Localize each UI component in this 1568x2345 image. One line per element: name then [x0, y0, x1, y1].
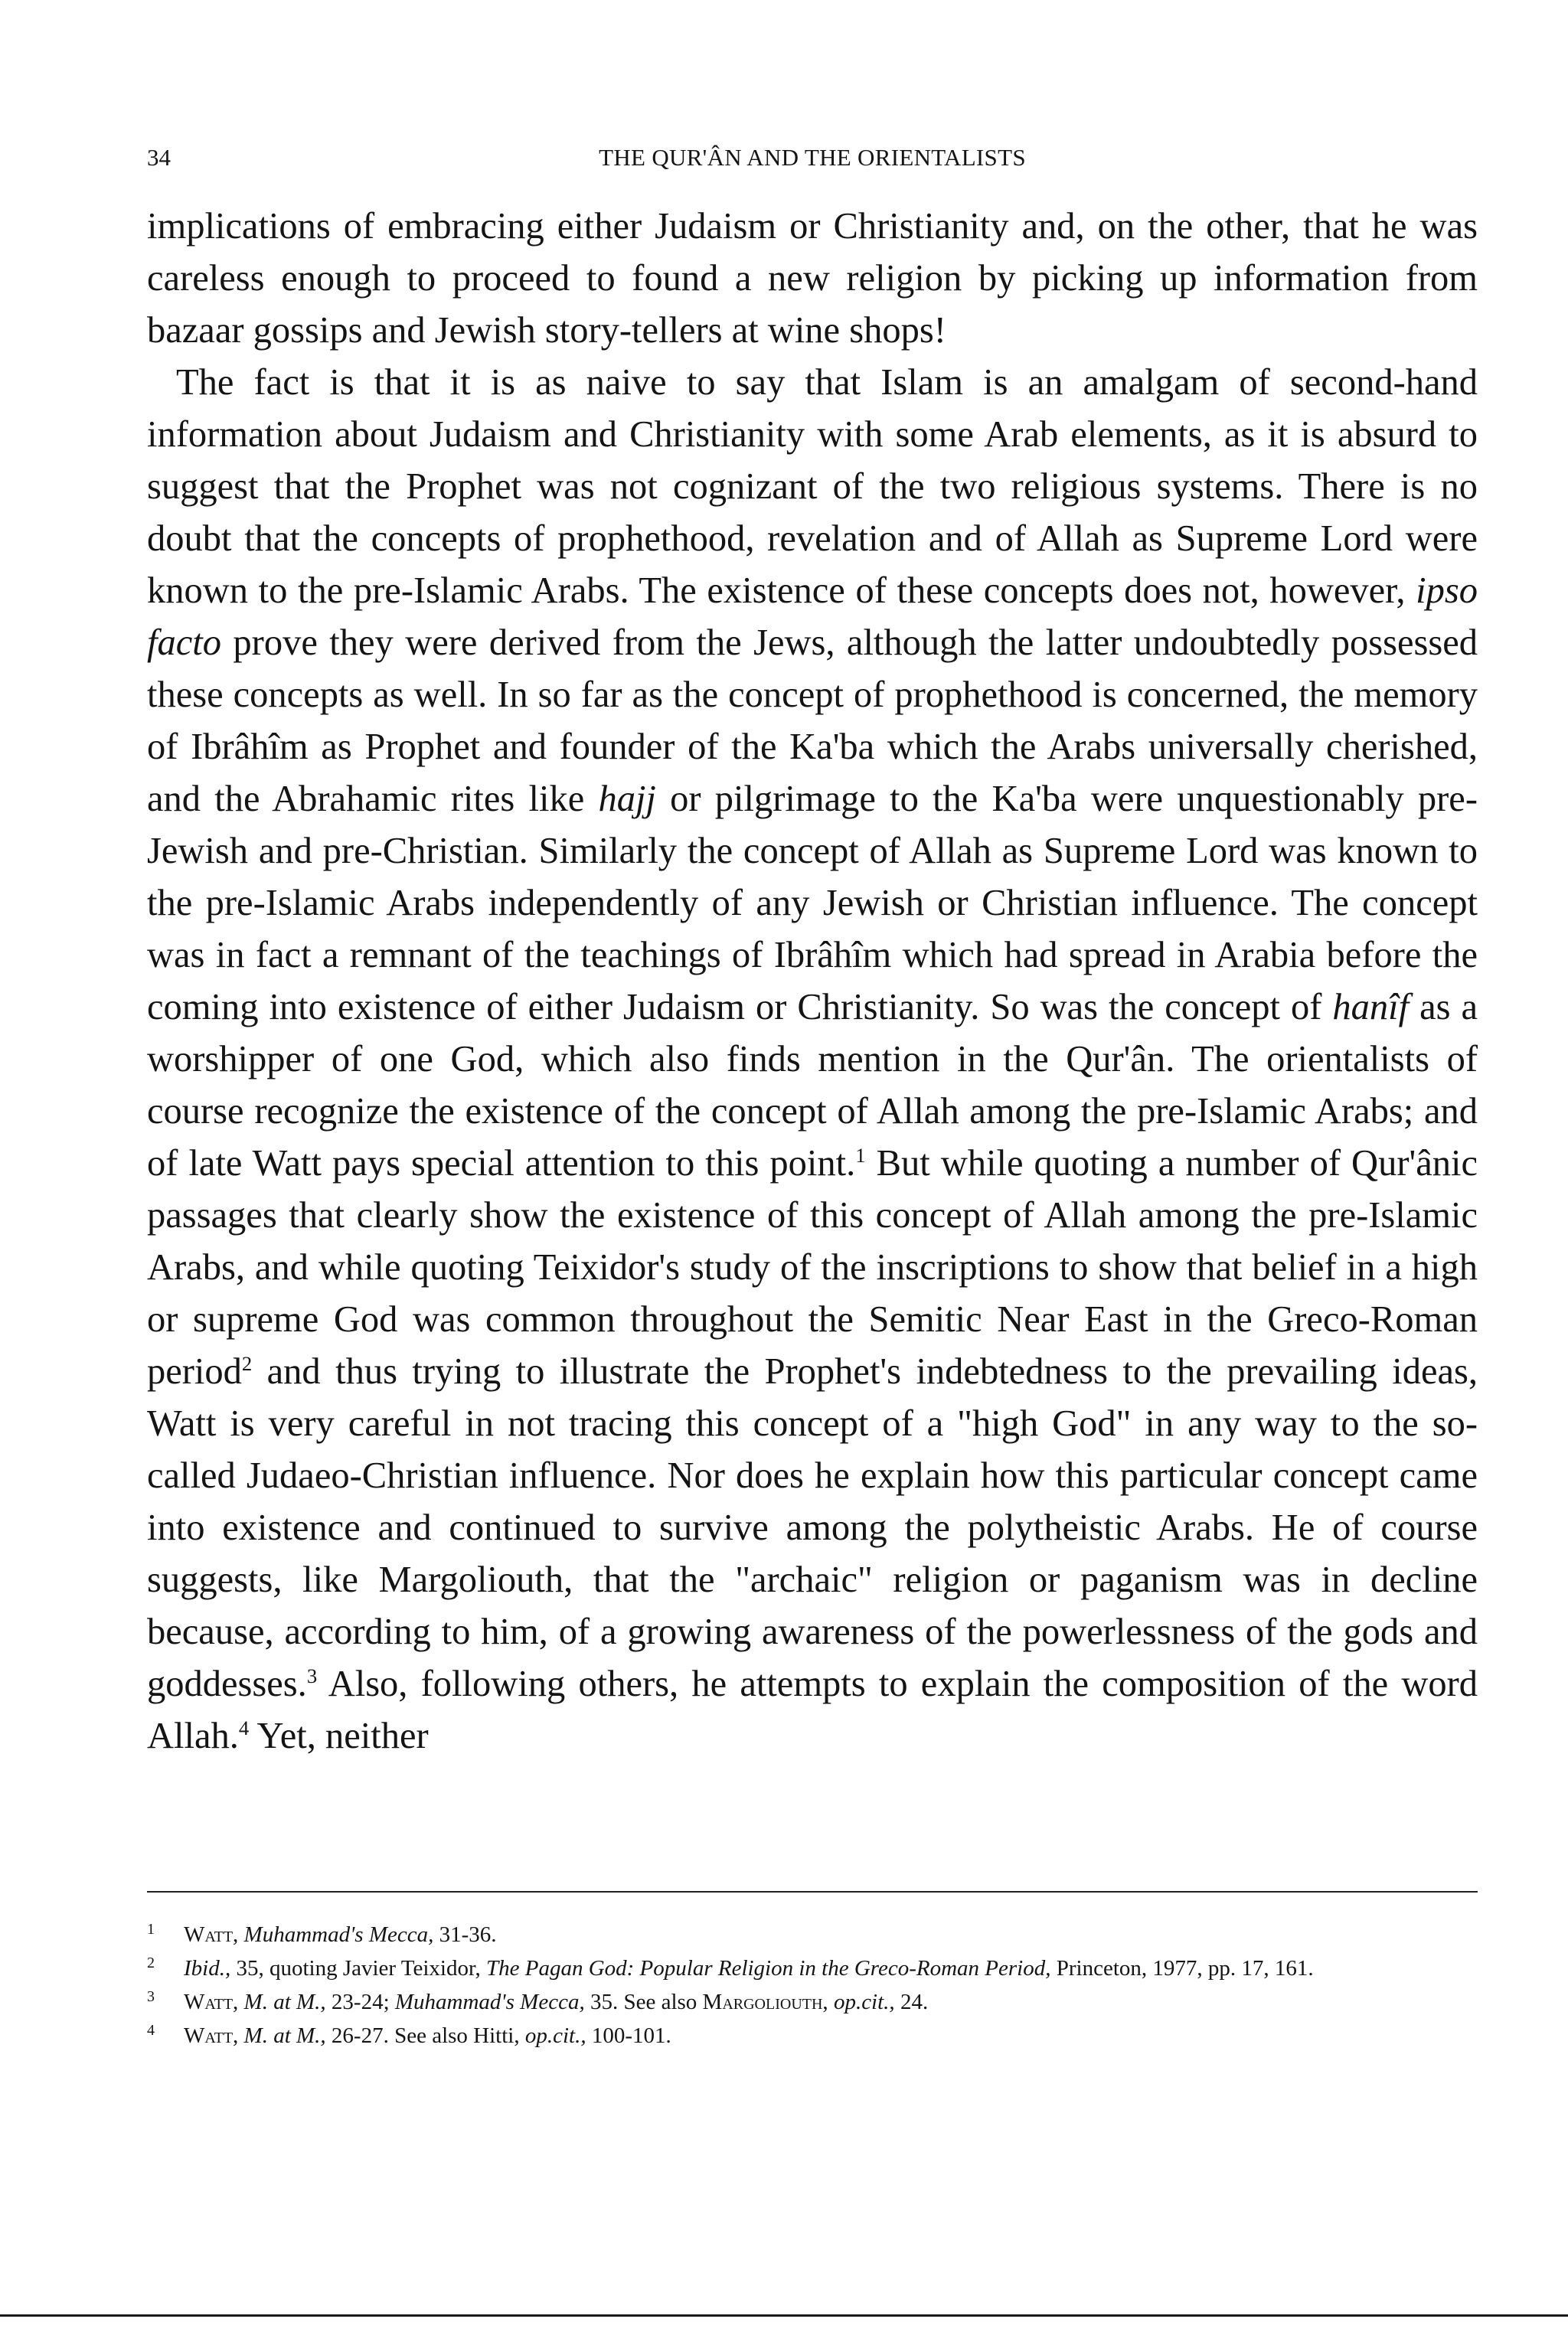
text-segment: prove they were derived from the Jews, although the latter undoubtedly possessed these concepts as well. In so far as the concept of prophethood is concerned, the memory of Ibrâhîm as Prophet and founder of the Ka'ba which the Arabs universally cherished, and the Abrahamic rites like [147, 622, 1478, 819]
page-number: 34 [147, 144, 171, 171]
footnote-ref[interactable]: 1 [855, 1143, 866, 1167]
italic-term: ipso facto [147, 570, 1478, 663]
text-segment: and thus trying to illustrate the Prophet's indebtedness to the prevailing ideas, Watt is very careful in not tracing this concept of a "high God" in any way to the so-called Judaeo-Christian influence. Nor does he explain how this particular concept came into existence and continued to survive among the polytheistic Arabs. He of course suggests, like Margoliouth, that the "archaic" religion or paganism was in decline because, according to him, of a growing awareness of the powerlessness of the gods and goddesses. [147, 1351, 1478, 1704]
text-segment: But while quoting a number of Qur'ânic passages that clearly show the existence of this concept of Allah among the pre-Islamic Arabs, and while quoting Teixidor's study of the inscriptions to show that belief in a high or supreme God was common throughout the Semitic Near East in the Greco-Roman period [147, 1143, 1478, 1392]
footnote-ref[interactable]: 3 [306, 1664, 318, 1687]
footnote-2 [147, 1951, 1478, 1985]
footnote-text: Watt, Muhammad's Mecca, 31-36. [184, 1922, 497, 1947]
footnote-number: 3 [147, 1988, 155, 2005]
page-bottom-edge [0, 2314, 1568, 2317]
footnote-ref[interactable]: 4 [238, 1716, 250, 1739]
body-text [147, 201, 1478, 1762]
footnote-number: 2 [147, 1955, 155, 1971]
text-segment: Yet, neither [256, 1716, 429, 1756]
footnote-divider [147, 1891, 1478, 1893]
footnote-4 [147, 2019, 1478, 2053]
italic-term: hajj [598, 779, 656, 819]
italic-term: hanîf [1332, 987, 1410, 1027]
text-segment: Also, following others, he attempts to explain the composition of the word Allah. [147, 1664, 1478, 1756]
footnote-number: 1 [147, 1921, 155, 1938]
footnote-3 [147, 1985, 1478, 2019]
running-title: THE QUR'ÂN AND THE ORIENTALISTS [599, 144, 1026, 171]
paragraph-main [147, 357, 1478, 1762]
footnote-text: Ibid., 35, quoting Javier Teixidor, The Pagan God: Popular Religion in the Greco-Roman Period, Princeton, 1977, pp. 17, 161. [184, 1956, 1314, 1981]
footnote-1 [147, 1918, 1478, 1951]
text-segment: The fact is that it is as naive to say that Islam is an amalgam of second-hand information about Judaism and Christianity with some Arab elements, as it is absurd to suggest that the Prophet was not cognizant of the two religious systems. There is no doubt that the concepts of prophethood, revelation and of Allah as Supreme Lord were known to the pre-Islamic Arabs. The existence of these concepts does not, however, [147, 362, 1478, 611]
paragraph-continued: implications of embracing either Judaism or Christianity and, on the other, that he was careless enough to proceed to found a new religion by picking up information from bazaar gossips and Jewish story-tellers at wine shops! [147, 206, 1478, 351]
footnote-number: 4 [147, 2022, 155, 2039]
footnotes [147, 1918, 1478, 2053]
text-segment: as a worshipper of one God, which also finds mention in the Qur'ân. The orientalists of course recognize the existence of the concept of Allah among the pre-Islamic Arabs; and of late Watt pays special attention to this point. [147, 987, 1478, 1184]
text-segment: or pilgrimage to the Ka'ba were unquestionably pre-Jewish and pre-Christian. Similarly the concept of Allah as Supreme Lord was known to the pre-Islamic Arabs independently of any Jewish or Christian influence. The concept was in fact a remnant of the teachings of Ibrâhîm which had spread in Arabia before the coming into existence of either Judaism or Christianity. So was the concept of [147, 779, 1478, 1027]
page-header [147, 136, 1478, 179]
footnote-text: Watt, M. at M., 23-24; Muhammad's Mecca, 35. See also Margoliouth, op.cit., 24. [184, 1990, 929, 2014]
footnote-text: Watt, M. at M., 26-27. See also Hitti, op.cit., 100-101. [184, 2023, 671, 2048]
footnote-ref[interactable]: 2 [241, 1351, 253, 1375]
